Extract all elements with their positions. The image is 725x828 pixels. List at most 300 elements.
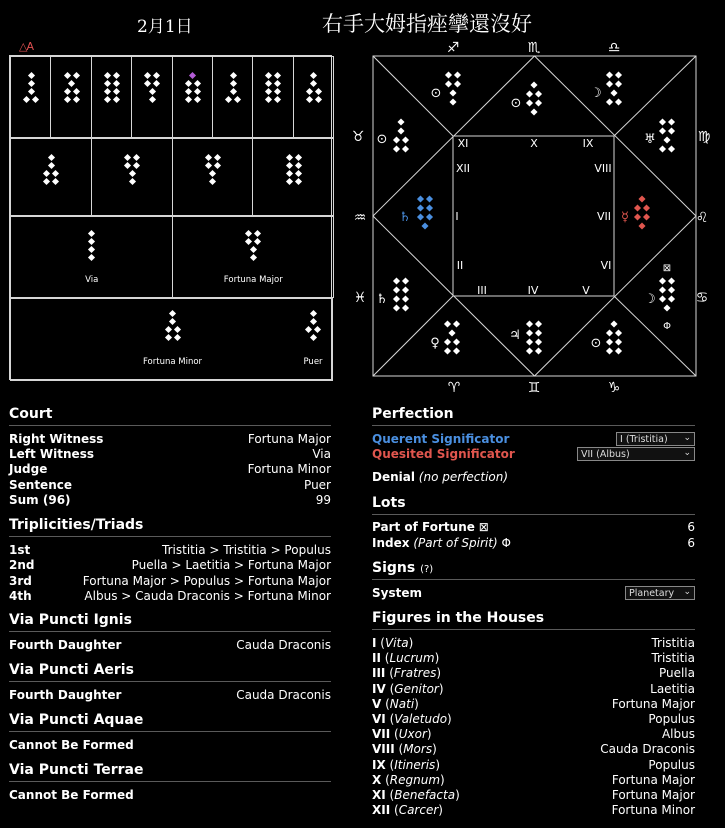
figure-row bbox=[29, 71, 34, 79]
figure-row bbox=[29, 79, 34, 87]
shield-niece-1[interactable] bbox=[10, 138, 92, 216]
house-figure-h5[interactable] bbox=[606, 320, 622, 354]
point bbox=[606, 80, 613, 87]
shield-judge[interactable] bbox=[10, 298, 333, 381]
point bbox=[668, 286, 675, 293]
point bbox=[454, 80, 461, 87]
house-row-label: XII (Carcer) bbox=[372, 803, 443, 818]
figure-row bbox=[105, 79, 119, 87]
house-latin: Valetudo bbox=[394, 712, 448, 726]
sign-virgo: ♍ bbox=[697, 129, 711, 145]
point bbox=[402, 304, 409, 311]
figure-row bbox=[166, 333, 180, 341]
point bbox=[265, 79, 272, 86]
planet-icon: ☿ bbox=[621, 210, 629, 225]
houses-heading: Figures in the Houses bbox=[372, 610, 545, 626]
point bbox=[265, 95, 272, 102]
section-divider bbox=[9, 681, 331, 682]
point bbox=[48, 161, 55, 168]
point bbox=[615, 329, 622, 336]
figure-row bbox=[210, 177, 215, 185]
point bbox=[668, 277, 675, 284]
point bbox=[610, 89, 617, 96]
house-number: IX bbox=[372, 757, 386, 772]
via-puncti-row-label: Fourth Daughter bbox=[9, 638, 122, 652]
point bbox=[445, 71, 452, 78]
figure-row bbox=[105, 95, 119, 103]
geomantic-figure bbox=[244, 229, 262, 261]
house-numeral: X bbox=[530, 137, 538, 150]
chevron-down-icon: ⌄ bbox=[683, 433, 691, 443]
point bbox=[129, 177, 136, 184]
point bbox=[194, 79, 201, 86]
house-numeral: IX bbox=[582, 137, 594, 150]
figure-row bbox=[231, 87, 236, 95]
point bbox=[402, 145, 409, 152]
point bbox=[153, 79, 160, 86]
shield-witness-1[interactable] bbox=[10, 216, 173, 298]
point bbox=[309, 333, 316, 340]
house-latin: Genitor bbox=[394, 681, 439, 696]
chevron-down-icon: ⌄ bbox=[683, 448, 691, 458]
house-figure-name: Cauda Draconis bbox=[600, 742, 695, 757]
point bbox=[449, 98, 456, 105]
figure-row bbox=[130, 169, 135, 177]
house-figure-h12[interactable] bbox=[393, 118, 409, 152]
via-puncti-heading: Via Puncti Aeris bbox=[9, 662, 134, 678]
figure-row bbox=[166, 325, 180, 333]
point bbox=[52, 177, 59, 184]
house-number: V bbox=[372, 696, 382, 711]
point bbox=[295, 169, 302, 176]
system-select-value: Planetary bbox=[629, 588, 675, 599]
figure-row bbox=[266, 87, 280, 95]
help-icon[interactable]: (?) bbox=[420, 564, 434, 575]
planet-icon: ⊙ bbox=[430, 86, 442, 101]
point bbox=[393, 286, 400, 293]
figure-row bbox=[246, 229, 260, 237]
sign-cancer: ♋ bbox=[695, 290, 709, 306]
warning-icon[interactable]: △A bbox=[19, 40, 33, 53]
house-number: XI bbox=[372, 788, 386, 802]
house-row-label: V (Nati) bbox=[372, 696, 419, 711]
sign-sagittarius: ♐ bbox=[446, 40, 460, 56]
shield-house-6[interactable] bbox=[212, 56, 253, 138]
house-numeral: I bbox=[455, 210, 459, 223]
house-numeral: VIII bbox=[594, 162, 612, 175]
house-row-label: IV (Genitor) bbox=[372, 681, 444, 696]
section-divider bbox=[372, 579, 695, 580]
figure-row bbox=[210, 169, 215, 177]
planet-icon: ⊙ bbox=[376, 132, 388, 147]
sign-leo: ♌ bbox=[695, 210, 709, 226]
figure-row bbox=[266, 71, 280, 79]
house-figure-h9[interactable] bbox=[606, 71, 622, 105]
quesited-select[interactable] bbox=[577, 447, 695, 461]
point bbox=[535, 90, 542, 97]
figure-row bbox=[311, 317, 316, 325]
signs-heading bbox=[372, 560, 433, 576]
querent-label: Querent Significator bbox=[372, 432, 510, 446]
point bbox=[315, 87, 322, 94]
point bbox=[295, 153, 302, 160]
sign-libra: ♎ bbox=[607, 40, 621, 56]
point bbox=[634, 204, 641, 211]
triad-row-label: 2nd bbox=[9, 558, 35, 573]
point bbox=[124, 153, 131, 160]
point bbox=[448, 329, 455, 336]
point bbox=[393, 277, 400, 284]
shield-house-4[interactable] bbox=[131, 56, 172, 138]
figure-row bbox=[65, 95, 79, 103]
point bbox=[615, 347, 622, 354]
figure-row bbox=[105, 87, 119, 95]
lot-symbol-icon: Φ bbox=[501, 536, 511, 550]
point bbox=[104, 71, 111, 78]
house-number: X bbox=[372, 772, 382, 787]
via-puncti-row-label: Cannot Be Formed bbox=[9, 738, 134, 752]
via-puncti-row-label: Cannot Be Formed bbox=[9, 788, 134, 802]
point bbox=[286, 177, 293, 184]
point bbox=[526, 320, 533, 327]
index-marker-icon: Φ bbox=[663, 321, 671, 332]
house-numeral: VI bbox=[600, 259, 612, 272]
house-figure-name: Tristitia bbox=[651, 636, 695, 650]
point bbox=[265, 87, 272, 94]
point bbox=[402, 286, 409, 293]
querent-select-value: I (Tristitia) bbox=[620, 434, 668, 445]
point bbox=[606, 338, 613, 345]
point bbox=[214, 153, 221, 160]
shield-niece-2[interactable] bbox=[91, 138, 173, 216]
point bbox=[417, 204, 424, 211]
court-row-label: Right Witness bbox=[9, 432, 104, 446]
point bbox=[663, 304, 670, 311]
point bbox=[426, 195, 433, 202]
shield-house-7[interactable] bbox=[252, 56, 293, 138]
house-number: IV bbox=[372, 681, 386, 696]
shield-niece-3[interactable] bbox=[172, 138, 254, 216]
court-row-label: Left Witness bbox=[9, 447, 94, 462]
point bbox=[205, 153, 212, 160]
point bbox=[73, 95, 80, 102]
figure-row bbox=[186, 79, 200, 87]
point bbox=[250, 253, 257, 260]
point bbox=[397, 118, 404, 125]
house-numeral: XI bbox=[457, 137, 469, 150]
point bbox=[129, 169, 136, 176]
point bbox=[449, 89, 456, 96]
point bbox=[445, 80, 452, 87]
point bbox=[397, 127, 404, 134]
figure-row bbox=[49, 161, 54, 169]
perfection-heading: Perfection bbox=[372, 406, 454, 422]
point bbox=[28, 79, 35, 86]
quesited-label: Quesited Significator bbox=[372, 447, 515, 461]
point bbox=[23, 95, 30, 102]
house-figure-name: Fortuna Major bbox=[611, 788, 695, 802]
figure-row bbox=[206, 153, 220, 161]
house-figure-h2[interactable] bbox=[393, 277, 409, 311]
planet-icon: ⊙ bbox=[590, 336, 602, 351]
figure-row bbox=[226, 95, 240, 103]
figure-row bbox=[307, 87, 321, 95]
point bbox=[526, 90, 533, 97]
section-divider bbox=[372, 514, 695, 515]
sign-pisces: ♓ bbox=[353, 290, 367, 306]
point bbox=[393, 145, 400, 152]
planet-icon: ♃ bbox=[509, 328, 521, 343]
via-puncti-row-label: Fourth Daughter bbox=[9, 688, 122, 702]
house-number: XII bbox=[372, 803, 391, 818]
point bbox=[274, 71, 281, 78]
planet-icon: ♄ bbox=[376, 292, 388, 307]
figure-row bbox=[186, 87, 200, 95]
triad-row-value: Tristitia > Tristitia > Populus bbox=[162, 543, 331, 557]
shield-niece-4[interactable] bbox=[252, 138, 334, 216]
via-puncti-heading: Via Puncti Terrae bbox=[9, 762, 144, 778]
geomantic-figure bbox=[304, 309, 322, 341]
point bbox=[659, 286, 666, 293]
house-figure-h1[interactable] bbox=[417, 195, 433, 229]
lots-heading: Lots bbox=[372, 495, 406, 511]
court-row-value: Via bbox=[312, 447, 331, 462]
point bbox=[113, 87, 120, 94]
point bbox=[185, 95, 192, 102]
shield-house-3[interactable] bbox=[91, 56, 132, 138]
fortune-marker-icon: ⊠ bbox=[662, 263, 672, 274]
point bbox=[173, 325, 180, 332]
lot-value: 6 bbox=[687, 536, 695, 550]
figure-row bbox=[150, 87, 155, 95]
section-divider bbox=[9, 536, 331, 537]
house-figure-h3[interactable] bbox=[444, 320, 460, 354]
figure-row bbox=[89, 229, 94, 237]
geomantic-figure bbox=[103, 71, 121, 103]
figure-row bbox=[170, 317, 175, 325]
house-number: III bbox=[372, 666, 386, 681]
point bbox=[64, 95, 71, 102]
point bbox=[153, 71, 160, 78]
figure-row bbox=[306, 325, 320, 333]
point bbox=[610, 320, 617, 327]
sign-capricorn: ♑ bbox=[607, 380, 621, 396]
point bbox=[64, 71, 71, 78]
point bbox=[453, 338, 460, 345]
court-row-label: Sum (96) bbox=[9, 492, 71, 507]
house-number: II bbox=[372, 651, 381, 666]
house-figure-h6[interactable] bbox=[659, 277, 675, 311]
point bbox=[28, 71, 35, 78]
point bbox=[659, 118, 666, 125]
figure-row bbox=[206, 161, 220, 169]
point bbox=[48, 153, 55, 160]
point bbox=[444, 320, 451, 327]
figure-row bbox=[266, 79, 280, 87]
point bbox=[310, 71, 317, 78]
denial-label: Denial bbox=[372, 470, 415, 484]
house-row-label: VI (Valetudo) bbox=[372, 712, 452, 726]
figure-row bbox=[307, 95, 321, 103]
lot-row-label bbox=[372, 536, 511, 550]
figure-row bbox=[69, 79, 74, 87]
chevron-down-icon: ⌄ bbox=[683, 587, 691, 597]
house-numeral: II bbox=[456, 259, 464, 272]
point bbox=[643, 213, 650, 220]
house-figure-name: Laetitia bbox=[650, 681, 695, 696]
point bbox=[133, 153, 140, 160]
point bbox=[286, 161, 293, 168]
figure-row bbox=[186, 95, 200, 103]
point bbox=[214, 161, 221, 168]
section-divider bbox=[372, 629, 695, 630]
house-latin: Carcer bbox=[398, 803, 439, 818]
figure-row bbox=[145, 79, 159, 87]
figure-row bbox=[287, 169, 301, 177]
point bbox=[444, 347, 451, 354]
house-figure-h7[interactable] bbox=[634, 195, 650, 229]
house-figure-name: Fortuna Major bbox=[611, 772, 695, 787]
point bbox=[64, 87, 71, 94]
point bbox=[659, 145, 666, 152]
point bbox=[254, 229, 261, 236]
witness-label: Via bbox=[85, 275, 99, 285]
sign-aries: ♈ bbox=[447, 380, 461, 396]
house-figure-h8[interactable] bbox=[659, 118, 675, 152]
sign-scorpio: ♏ bbox=[527, 40, 541, 56]
shield-chart bbox=[9, 55, 332, 380]
court-row-value: Fortuna Major bbox=[247, 432, 331, 446]
house-row-label: II (Lucrum) bbox=[372, 651, 440, 666]
house-figure-name: Populus bbox=[648, 712, 695, 726]
point bbox=[421, 222, 428, 229]
geomantic-figure bbox=[264, 71, 282, 103]
point bbox=[133, 161, 140, 168]
house-row-label: XI (Benefacta) bbox=[372, 788, 460, 802]
point bbox=[274, 79, 281, 86]
geomantic-figure bbox=[123, 153, 141, 185]
section-divider bbox=[9, 781, 331, 782]
point bbox=[113, 71, 120, 78]
point bbox=[144, 79, 151, 86]
geomantic-figure bbox=[22, 71, 40, 103]
figure-row bbox=[89, 237, 94, 245]
point bbox=[393, 304, 400, 311]
figure-row bbox=[266, 95, 280, 103]
point bbox=[606, 347, 613, 354]
house-row-label: I (Vita) bbox=[372, 636, 414, 650]
point bbox=[309, 317, 316, 324]
point bbox=[535, 329, 542, 336]
sentence-label: Puer bbox=[303, 357, 323, 367]
point bbox=[314, 325, 321, 332]
house-figure-h10[interactable] bbox=[526, 81, 542, 115]
house-row-label: III (Fratres) bbox=[372, 666, 442, 681]
system-select[interactable] bbox=[625, 586, 695, 600]
point bbox=[286, 169, 293, 176]
house-numeral: IV bbox=[527, 284, 539, 297]
shield-house-1[interactable] bbox=[10, 56, 51, 138]
shield-house-2[interactable] bbox=[50, 56, 91, 138]
point bbox=[230, 71, 237, 78]
house-latin: Vita bbox=[384, 636, 409, 650]
figure-row bbox=[231, 71, 236, 79]
quesited-select-value: VII (Albus) bbox=[581, 449, 630, 460]
planet-icon: ⊙ bbox=[510, 96, 522, 111]
lot-value: 6 bbox=[687, 520, 695, 534]
shield-witness-2[interactable] bbox=[172, 216, 335, 298]
house-figure-h11[interactable] bbox=[445, 71, 461, 105]
point bbox=[606, 71, 613, 78]
page-title: 右手大姆指痤攣還沒好 bbox=[322, 12, 532, 36]
witness-label: Fortuna Major bbox=[223, 275, 283, 285]
point bbox=[230, 87, 237, 94]
point bbox=[185, 79, 192, 86]
point bbox=[209, 169, 216, 176]
figure-row bbox=[231, 79, 236, 87]
point bbox=[68, 79, 75, 86]
point bbox=[185, 87, 192, 94]
point bbox=[254, 237, 261, 244]
figure-row bbox=[170, 309, 175, 317]
point bbox=[28, 87, 35, 94]
figure-row bbox=[105, 71, 119, 79]
lot-row-label bbox=[372, 520, 489, 534]
house-row-label: VIII (Mors) bbox=[372, 742, 437, 757]
point bbox=[164, 333, 171, 340]
point bbox=[659, 127, 666, 134]
geomantic-figure bbox=[143, 71, 161, 103]
figure-row bbox=[89, 245, 94, 253]
point bbox=[209, 177, 216, 184]
chart-diagonal bbox=[614, 56, 696, 136]
house-number: I bbox=[372, 636, 377, 650]
geomantic-figure bbox=[305, 71, 323, 103]
house-figure-name: Fortuna Minor bbox=[611, 803, 695, 818]
shield-house-5[interactable] bbox=[172, 56, 213, 138]
chart-inner-square bbox=[453, 136, 614, 296]
point bbox=[113, 79, 120, 86]
point bbox=[426, 204, 433, 211]
point bbox=[668, 127, 675, 134]
house-numeral: V bbox=[582, 284, 590, 297]
point bbox=[310, 79, 317, 86]
geomantic-figure bbox=[42, 153, 60, 185]
point bbox=[205, 161, 212, 168]
house-figure-name: Populus bbox=[648, 757, 695, 772]
house-figure-h4[interactable] bbox=[526, 320, 542, 354]
house-number: VII bbox=[372, 727, 391, 742]
figure-row bbox=[311, 309, 316, 317]
chart-diagonal bbox=[373, 296, 453, 376]
section-divider bbox=[9, 425, 331, 426]
querent-select[interactable] bbox=[616, 432, 695, 446]
denial-text bbox=[372, 470, 508, 484]
point bbox=[306, 95, 313, 102]
point bbox=[52, 169, 59, 176]
point bbox=[73, 71, 80, 78]
point bbox=[149, 95, 156, 102]
point bbox=[234, 95, 241, 102]
house-numeral: VII bbox=[596, 210, 612, 223]
house-figure-name: Tristitia bbox=[651, 651, 695, 666]
point bbox=[615, 98, 622, 105]
lot-symbol-icon: ⊠ bbox=[478, 520, 489, 534]
figure-row bbox=[311, 71, 316, 79]
triad-row-value: Albus > Cauda Draconis > Fortuna Minor bbox=[84, 588, 331, 603]
shield-house-8[interactable] bbox=[293, 56, 334, 138]
house-latin: Fratres bbox=[393, 666, 437, 681]
